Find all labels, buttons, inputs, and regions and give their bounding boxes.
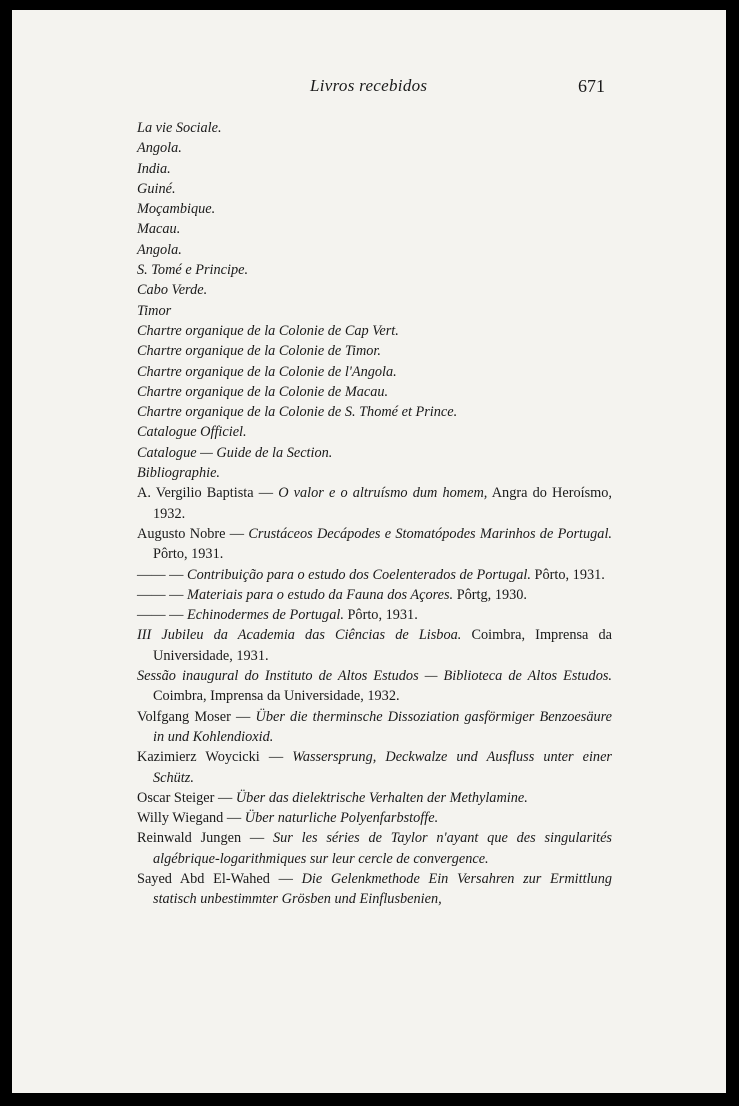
list-item: Guiné. bbox=[137, 180, 176, 197]
list-item: Catalogue — Guide de la Section. bbox=[137, 444, 333, 461]
book-entry bbox=[137, 788, 612, 808]
list-item: Angola. bbox=[137, 241, 182, 258]
entry-imprint: Pôrtg, 1930. bbox=[453, 586, 527, 603]
entry-imprint: Coimbra, Imprensa da Universidade, 1932. bbox=[153, 688, 400, 705]
list-item: India. bbox=[137, 160, 171, 177]
list-item: Chartre organique de la Colonie de Cap Vert. bbox=[137, 322, 399, 339]
entry-title: Über naturliche Polyenfarbstoffe. bbox=[244, 810, 439, 827]
page-number: 671 bbox=[578, 76, 605, 96]
list-item: Bibliographie. bbox=[137, 465, 220, 482]
list-item: Chartre organique de la Colonie de Timor. bbox=[137, 343, 381, 360]
list-item: Cabo Verde. bbox=[137, 282, 208, 299]
list-item: La vie Sociale. bbox=[137, 120, 222, 136]
entry-title: Crustáceos Decápodes e Stomatópodes Marinhos de Portugal. bbox=[248, 525, 612, 542]
book-entry bbox=[137, 483, 612, 524]
book-entry bbox=[137, 585, 612, 605]
page-header bbox=[12, 76, 726, 100]
entry-imprint: Coimbra, Imprensa da Universidade, 1931. bbox=[153, 627, 612, 664]
list-item: S. Tomé e Principe. bbox=[137, 262, 249, 279]
entry-title: Sessão inaugural do Instituto de Altos Estudos — Biblioteca de Altos Estudos. bbox=[137, 668, 612, 685]
entry-title: Echinodermes de Portugal. bbox=[187, 607, 344, 624]
list-item: Moçambique. bbox=[137, 201, 216, 218]
book-entry bbox=[137, 565, 612, 585]
entry-imprint: Pôrto, 1931. bbox=[530, 566, 605, 583]
entry-title: Die Gelenkmethode Ein Versahren zur Ermittlung statisch unbestimmter Grösben und Einflusbenien, bbox=[153, 870, 612, 908]
entry-title: Wassersprung, Deckwalze und Ausfluss unter einer Schütz. bbox=[153, 749, 612, 786]
running-title: Livros recebidos bbox=[310, 76, 428, 95]
entry-author: —— — bbox=[137, 566, 188, 583]
entry-author: Volfgang Moser — bbox=[137, 708, 256, 725]
entry-imprint: Angra do Heroísmo, 1932. bbox=[153, 485, 612, 522]
list-item: Macau. bbox=[137, 221, 181, 238]
entry-author: Kazimierz Woycicki — bbox=[137, 749, 293, 766]
entry-title: Über die therminsche Dissoziation gasförmiger Benzoesäure in und Kohlendioxid. bbox=[153, 708, 612, 745]
entry-title: III Jubileu da Academia das Ciências de Lisboa. bbox=[137, 627, 462, 644]
list-item: Chartre organique de la Colonie de S. Thomé et Prince. bbox=[137, 404, 458, 421]
received-books-list bbox=[137, 118, 612, 910]
book-entry bbox=[137, 625, 612, 666]
entry-imprint: Pôrto, 1931. bbox=[343, 607, 418, 624]
entry-author: Sayed Abd El-Wahed — bbox=[137, 870, 302, 887]
entry-title: Contribuição para o estudo dos Coelenterados de Portugal. bbox=[187, 566, 531, 583]
entry-author: Oscar Steiger — bbox=[137, 789, 236, 806]
entry-title: Sur les séries de Taylor n'ayant que des singularités algébrique-logarithmiques sur leur cercle de convergence. bbox=[153, 830, 612, 867]
book-page bbox=[12, 10, 726, 1093]
book-entry bbox=[137, 747, 612, 788]
book-entry bbox=[137, 524, 612, 565]
list-item: Timor bbox=[137, 302, 172, 319]
entry-author: Willy Wiegand — bbox=[137, 810, 245, 827]
entry-author: Reinwald Jungen — bbox=[137, 830, 273, 847]
entry-imprint: Pôrto, 1931. bbox=[153, 546, 224, 563]
list-item: Catalogue Officiel. bbox=[137, 424, 247, 441]
entry-title: Materiais para o estudo da Fauna dos Açores. bbox=[187, 586, 454, 603]
entry-author: Augusto Nobre — bbox=[137, 525, 249, 542]
list-item: Chartre organique de la Colonie de Macau. bbox=[137, 383, 389, 400]
book-entry bbox=[137, 828, 612, 869]
list-item: Angola. bbox=[137, 140, 182, 157]
entry-author: —— — bbox=[137, 586, 188, 603]
book-entry bbox=[137, 808, 612, 828]
entry-title: Über das dielektrische Verhalten der Methylamine. bbox=[235, 789, 528, 806]
entry-author: A. Vergilio Baptista — bbox=[137, 485, 279, 502]
entry-title: O valor e o altruísmo dum homem, bbox=[278, 485, 488, 502]
book-entry bbox=[137, 869, 612, 910]
book-entry bbox=[137, 707, 612, 748]
book-entry bbox=[137, 666, 612, 707]
book-entry bbox=[137, 605, 612, 625]
list-item: Chartre organique de la Colonie de l'Angola. bbox=[137, 363, 397, 380]
entry-author: —— — bbox=[137, 607, 188, 624]
